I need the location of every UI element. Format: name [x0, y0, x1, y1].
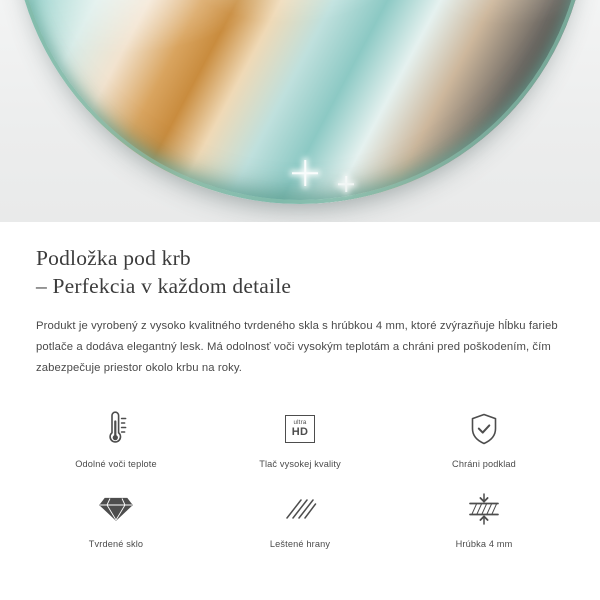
- polished-edges-icon: [281, 489, 319, 529]
- page-title: [36, 244, 564, 300]
- page-title-line-1: Podložka pod krb: [36, 246, 191, 270]
- feature-item-heat-resistance: [24, 403, 208, 469]
- content-section: [0, 222, 600, 549]
- thermometer-icon: [99, 409, 133, 449]
- ultra-hd-badge-bottom: HD: [291, 426, 309, 439]
- diamond-icon: [98, 489, 134, 529]
- feature-item-tempered-glass: [24, 483, 208, 549]
- feature-label: Chráni podklad: [452, 459, 516, 469]
- feature-label: Tlač vysokej kvality: [259, 459, 341, 469]
- feature-item-thickness: [392, 483, 576, 549]
- feature-label: Odolné voči teplote: [75, 459, 157, 469]
- page-title-line-2: – Perfekcia v každom detaile: [36, 274, 292, 298]
- thickness-arrows-icon: [465, 489, 503, 529]
- hero-image: [0, 0, 600, 222]
- ultra-hd-icon: [285, 409, 315, 449]
- feature-label: Tvrdené sklo: [88, 539, 144, 549]
- shield-check-icon: [467, 409, 501, 449]
- ultra-hd-badge-top: ultra: [293, 418, 307, 426]
- feature-grid: [24, 403, 576, 549]
- feature-item-polished-edges: [208, 483, 392, 549]
- feature-label: Leštené hrany: [269, 539, 331, 549]
- glass-pad-product-image: [12, 0, 588, 204]
- product-description: Produkt je vyrobený z vysoko kvalitného tvrdeného skla s hrúbkou 4 mm, ktoré zvýrazňuje hĺbku farieb potlače a dodáva elegantný lesk. Má odolnosť voči vysokým teplotám a chráni pred poškodením, čím zabezpečuje priestor okolo krbu na roky.: [36, 320, 558, 374]
- feature-label: Hrúbka 4 mm: [455, 539, 513, 549]
- feature-item-surface-protection: [392, 403, 576, 469]
- feature-item-print-quality: [208, 403, 392, 469]
